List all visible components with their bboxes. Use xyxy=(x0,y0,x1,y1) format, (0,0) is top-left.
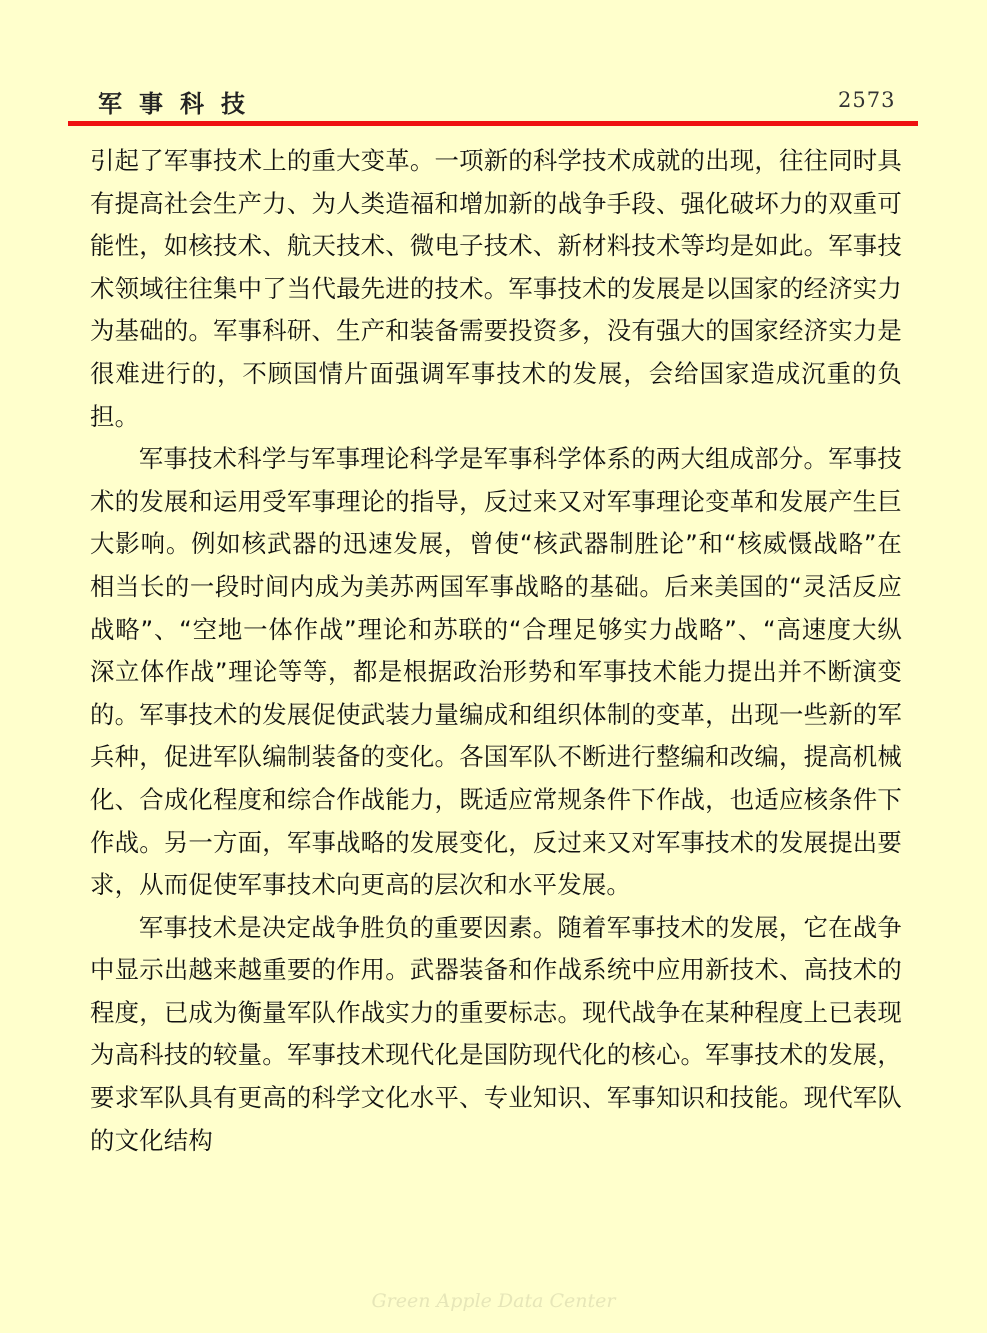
paragraph-3: 军事技术是决定战争胜负的重要因素。随着军事技术的发展，它在战争中显示出越来越重要的作用。武器装备和作战系统中应用新技术、高技术的程度，已成为衡量军队作战实力的重要标志。现代战争在某种程度上已表现为高科技的较量。军事技术现代化是国防现代化的核心。军事技术的发展，要求军队具有更高的科学文化水平、专业知识、军事知识和技能。现代军队的文化结构 xyxy=(90,912,902,1155)
paragraph-1: 引起了军事技术上的重大变革。一项新的科学技术成就的出现，往往同时具有提高社会生产力、为人类造福和增加新的战争手段、强化破坏力的双重可能性，如核技术、航天技术、微电子技术、新材料技术等均是如此。军事技术领域往往集中了当代最先进的技术。军事技术的发展是以国家的经济实力为基础的。军事科研、生产和装备需要投资多，没有强大的国家经济实力是很难进行的，不顾国情片面强调军事技术的发展，会给国家造成沉重的负担。 xyxy=(90,146,902,431)
header-divider xyxy=(68,121,918,126)
watermark: Green Apple Data Center xyxy=(371,1290,616,1312)
paragraph-2: 军事技术科学与军事理论科学是军事科学体系的两大组成部分。军事技术的发展和运用受军事理论的指导，反过来又对军事理论变革和发展产生巨大影响。例如核武器的迅速发展，曾使“核武器制胜论”和“核威慑战略”在相当长的一段时间内成为美苏两国军事战略的基础。后来美国的“灵活反应战略”、“空地一体作战”理论和苏联的“合理足够实力战略”、“高速度大纵深立体作战”理论等等，都是根据政治形势和军事技术能力提出并不断演变的。军事技术的发展促使武装力量编成和组织体制的变革，出现一些新的军兵种，促进军队编制装备的变化。各国军队不断进行整编和改编，提高机械化、合成化程度和综合作战能力，既适应常规条件下作战，也适应核条件下作战。另一方面，军事战略的发展变化，反过来又对军事技术的发展提出要求，从而促使军事技术向更高的层次和水平发展。 xyxy=(90,444,902,900)
page-number: 2573 xyxy=(838,88,896,112)
running-header-title: 军事科技 xyxy=(98,90,262,118)
article-body xyxy=(90,140,902,1162)
